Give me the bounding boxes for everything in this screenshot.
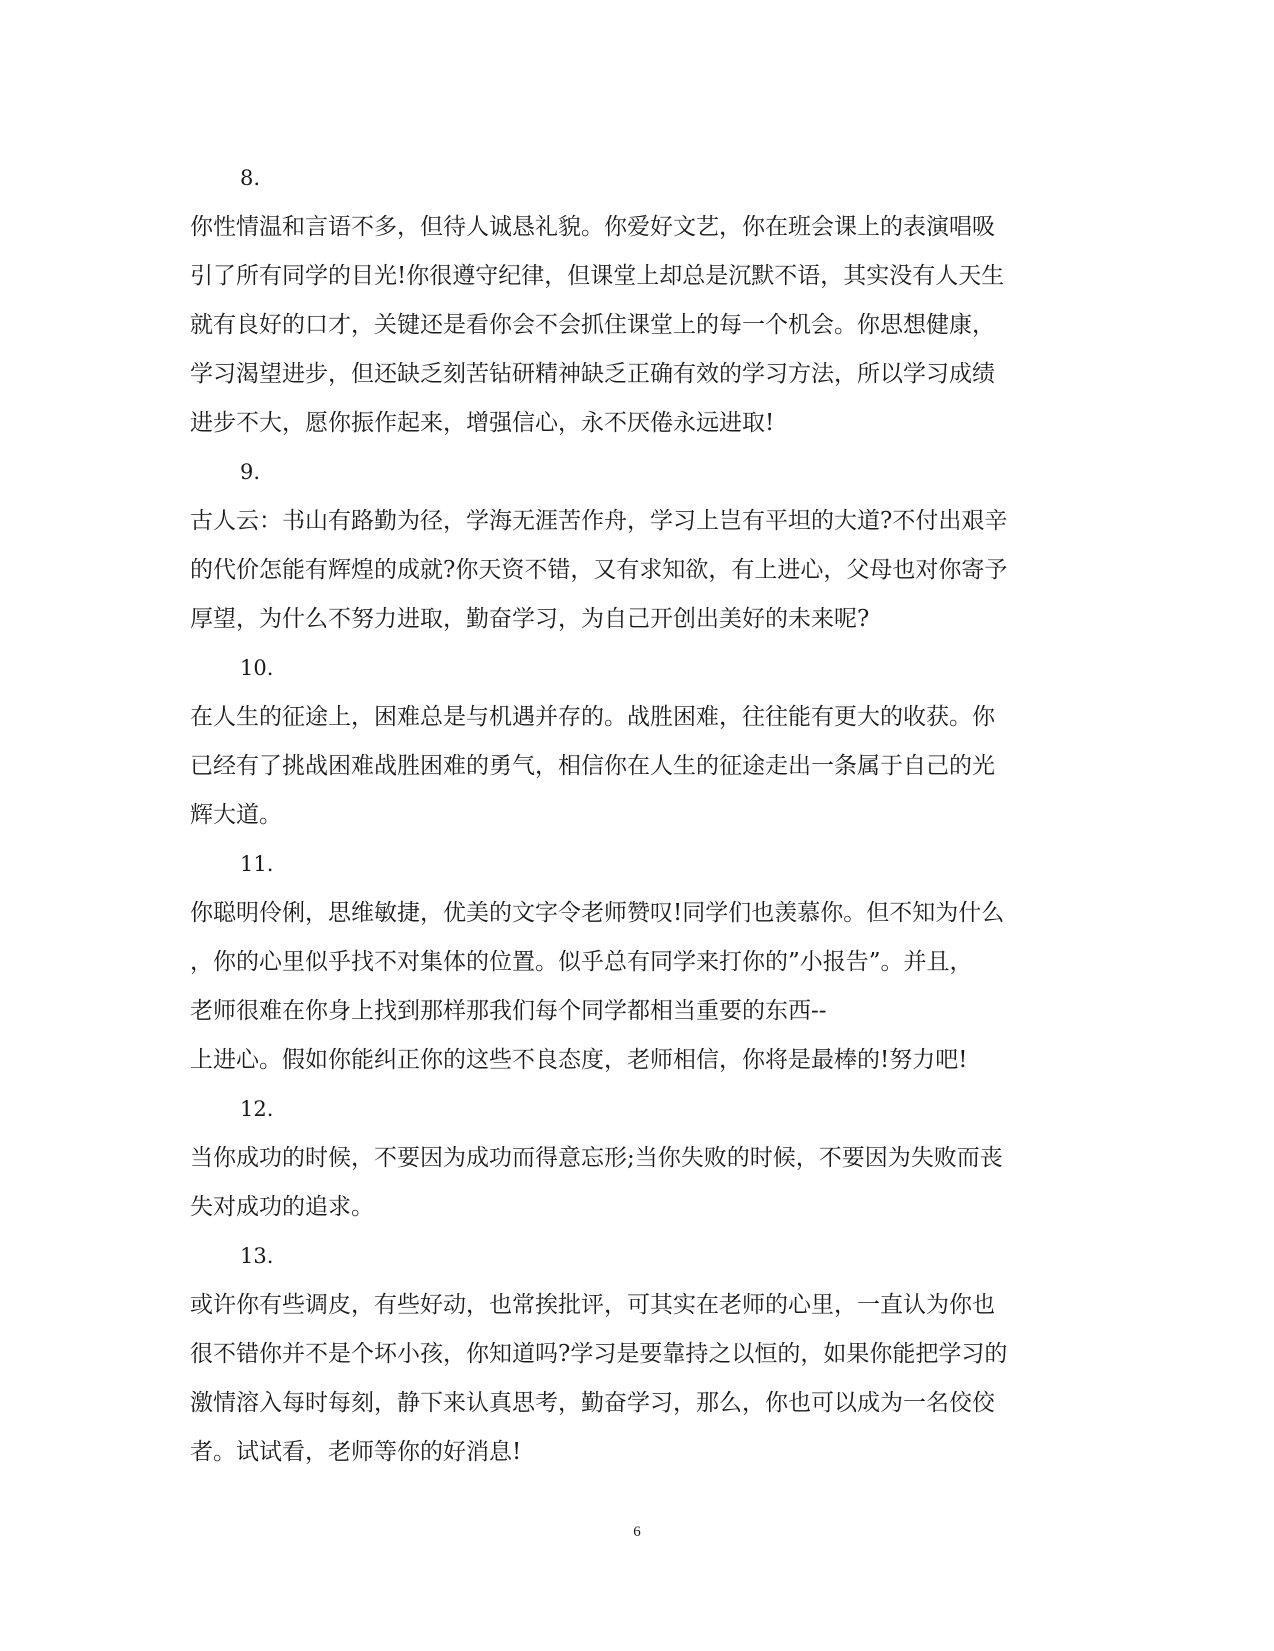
document-body (190, 154, 1090, 1477)
paragraph-line: 失对成功的追求。 (190, 1194, 374, 1220)
paragraph-line: 很不错你并不是个坏小孩，你知道吗?学习是要靠持之以恒的，如果你能把学习的 (190, 1341, 1008, 1367)
comment-section-13 (190, 1232, 1090, 1477)
paragraph-line: ，你的心里似乎找不对集体的位置。似乎总有同学来打你的”小报告”。并且， (190, 949, 973, 975)
comment-section-11 (190, 840, 1090, 1085)
paragraph-line: 引了所有同学的目光!你很遵守纪律，但课堂上却总是沉默不语，其实没有人天生 (190, 263, 1005, 289)
paragraph-line: 你聪明伶俐，思维敏捷，优美的文字令老师赞叹!同学们也羡慕你。但不知为什么 (190, 900, 1005, 926)
paragraph-line: 老师很难在你身上找到那样那我们每个同学都相当重要的东西-- (190, 998, 827, 1024)
section-number: 12. (240, 1097, 274, 1121)
comment-section-8 (190, 154, 1090, 448)
paragraph-line: 古人云：书山有路勤为径，学海无涯苦作舟，学习上岂有平坦的大道?不付出艰辛 (190, 508, 1008, 534)
paragraph-line: 在人生的征途上，困难总是与机遇并存的。战胜困难，往往能有更大的收获。你 (190, 704, 995, 730)
section-number: 8. (240, 166, 261, 190)
comment-section-10 (190, 644, 1090, 840)
paragraph-line: 当你成功的时候，不要因为成功而得意忘形;当你失败的时候，不要因为失败而丧 (190, 1145, 1003, 1171)
paragraph-line: 就有良好的口才，关键还是看你会不会抓住课堂上的每一个机会。你思想健康， (190, 312, 995, 338)
paragraph-line: 进步不大，愿你振作起来，增强信心，永不厌倦永远进取! (190, 410, 775, 436)
section-number: 10. (240, 656, 274, 680)
paragraph-line: 辉大道。 (190, 802, 282, 828)
comment-section-9 (190, 448, 1090, 644)
paragraph-line: 厚望，为什么不努力进取，勤奋学习，为自己开创出美好的未来呢? (190, 606, 870, 632)
section-number: 11. (240, 852, 274, 876)
comment-section-12 (190, 1085, 1090, 1232)
paragraph-line: 已经有了挑战困难战胜困难的勇气，相信你在人生的征途走出一条属于自己的光 (190, 753, 995, 779)
paragraph-line: 学习渴望进步，但还缺乏刻苦钻研精神缺乏正确有效的学习方法，所以学习成绩 (190, 361, 995, 387)
page-number: 6 (633, 1524, 641, 1540)
paragraph-line: 者。试试看，老师等你的好消息! (190, 1439, 522, 1465)
paragraph-line: 上进心。假如你能纠正你的这些不良态度，老师相信，你将是最棒的!努力吧! (190, 1047, 968, 1073)
paragraph-line: 激情溶入每时每刻，静下来认真思考，勤奋学习，那么，你也可以成为一名佼佼 (190, 1390, 995, 1416)
paragraph-line: 或许你有些调皮，有些好动，也常挨批评，可其实在老师的心里，一直认为你也 (190, 1292, 995, 1318)
paragraph-line: 的代价怎能有辉煌的成就?你天资不错，又有求知欲，有上进心，父母也对你寄予 (190, 557, 1008, 583)
paragraph-line: 你性情温和言语不多，但待人诚恳礼貌。你爱好文艺，你在班会课上的表演唱吸 (190, 214, 995, 240)
section-number: 13. (240, 1244, 274, 1268)
section-number: 9. (240, 460, 261, 484)
